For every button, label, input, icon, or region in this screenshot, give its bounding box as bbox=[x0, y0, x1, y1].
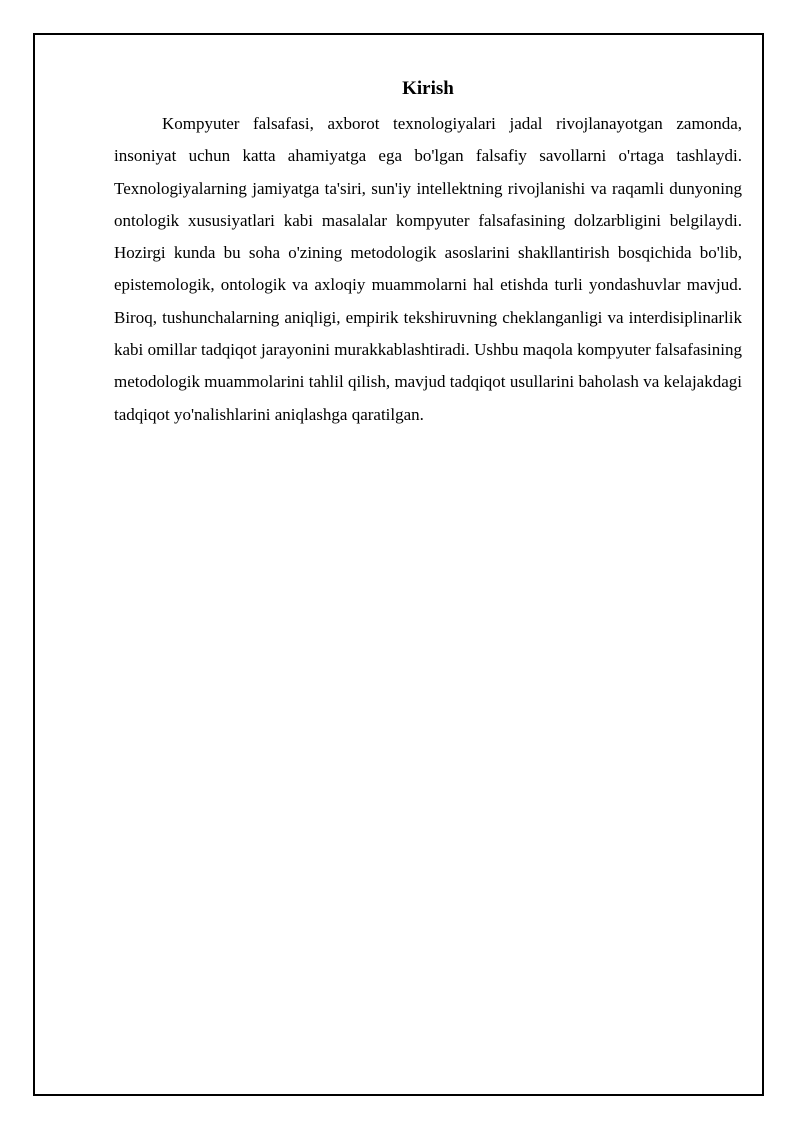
intro-paragraph: Kompyuter falsafasi, axborot texnologiyalari jadal rivojlanayotgan zamonda, insoniyat uchun katta ahamiyatga ega bo'lgan falsafiy savollarni o'rtaga tashlaydi. Texnologiyalarning jamiyatga ta'siri, sun'iy intellektning rivojlanishi va raqamli dunyoning ontologik xususiyatlari kabi masalalar kompyuter falsafasining dolzarbligini belgilaydi. Hozirgi kunda bu soha o'zining metodologik asoslarini shakllantirish bosqichida bo'lib, epistemologik, ontologik va axloqiy muammolarni hal etishda turli yondashuvlar mavjud. Biroq, tushunchalarning aniqligi, empirik tekshiruvning cheklanganligi va interdisiplinarlik kabi omillar tadqiqot jarayonini murakkablashtiradi. Ushbu maqola kompyuter falsafasining metodologik muammolarini tahlil qilish, mavjud tadqiqot usullarini baholash va kelajakdagi tadqiqot yo'nalishlarini aniqlashga qaratilgan. bbox=[114, 114, 742, 424]
document-body bbox=[114, 76, 742, 431]
section-heading: Kirish bbox=[402, 78, 454, 99]
